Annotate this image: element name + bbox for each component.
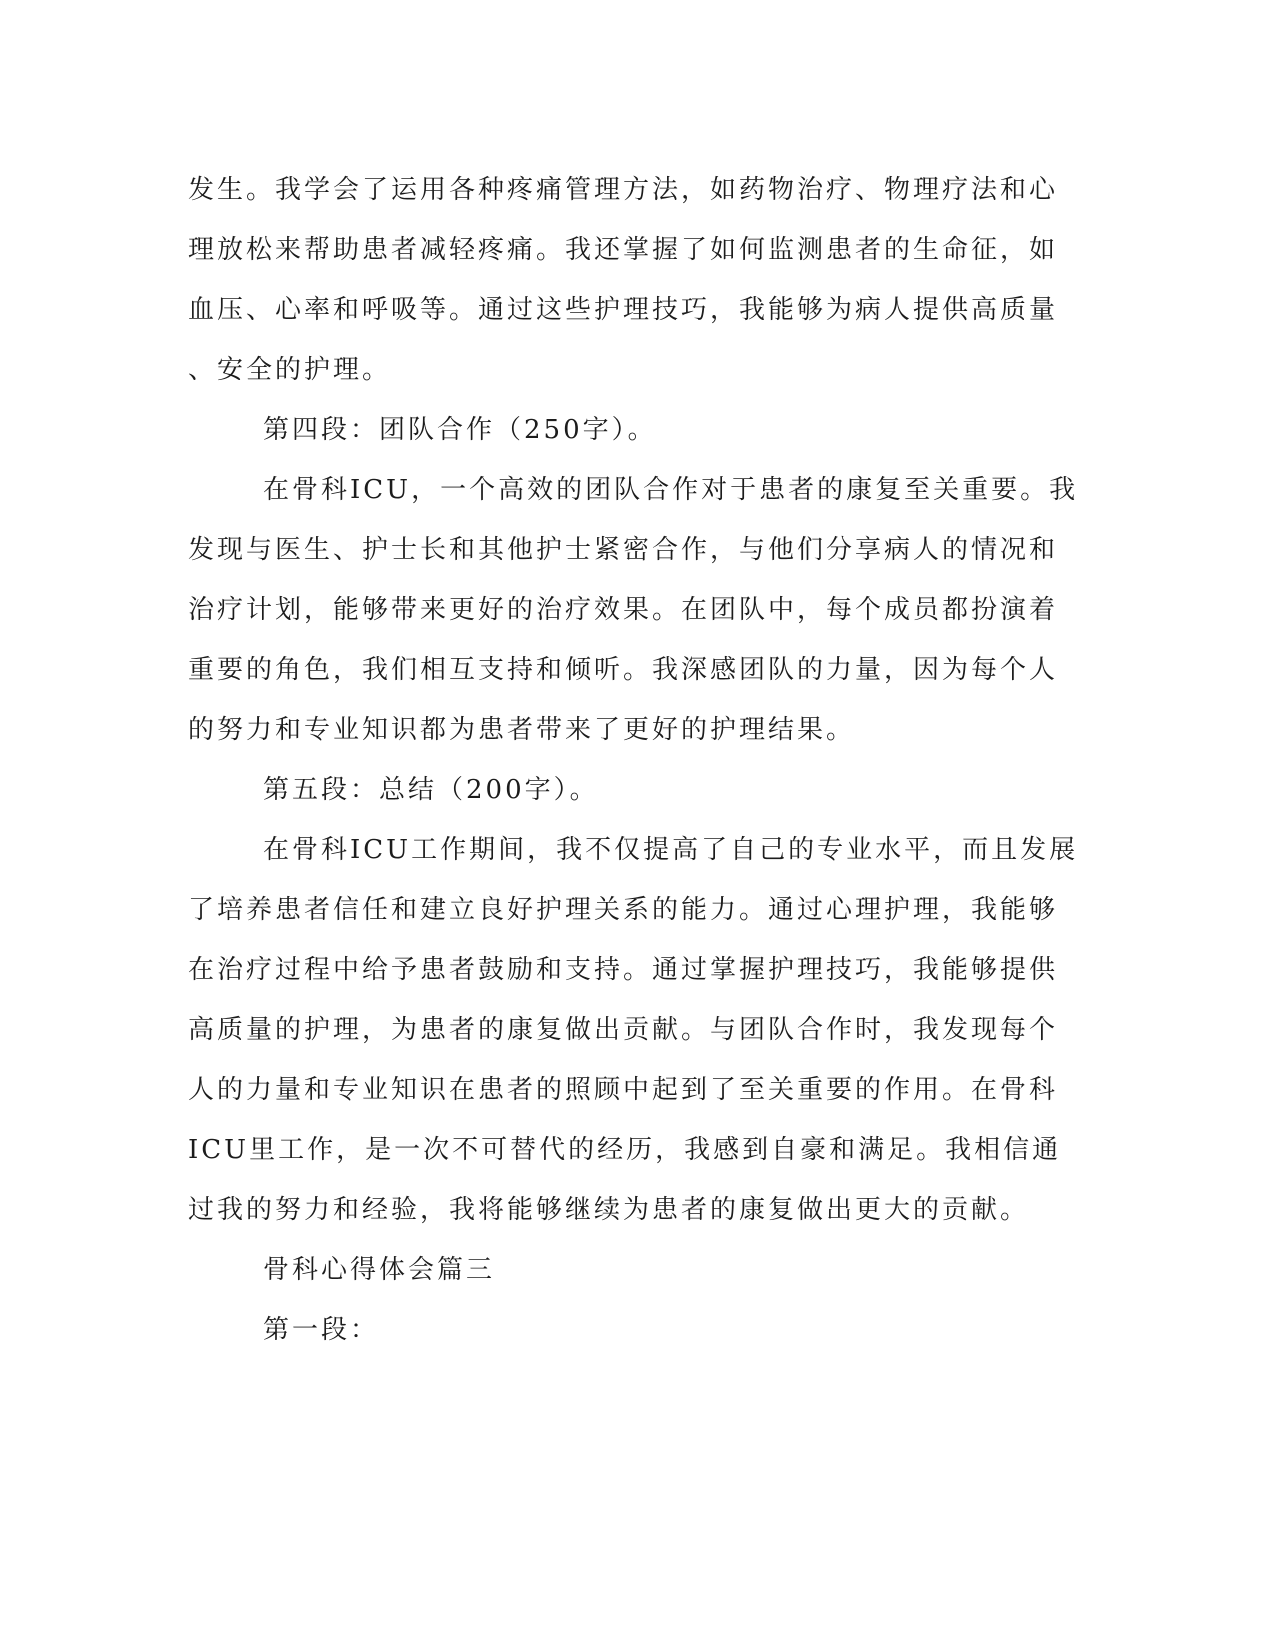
text-line: 人的力量和专业知识在患者的照顾中起到了至关重要的作用。在骨科 xyxy=(188,1075,1059,1105)
document-body xyxy=(188,160,1079,1360)
text-line: 在治疗过程中给予患者鼓励和支持。通过掌握护理技巧，我能够提供 xyxy=(188,955,1059,985)
section-heading-4: 第四段：团队合作（250字）。 xyxy=(263,415,657,445)
text-line: 理放松来帮助患者减轻疼痛。我还掌握了如何监测患者的生命征，如 xyxy=(188,235,1059,265)
text-line: 了培养患者信任和建立良好护理关系的能力。通过心理护理，我能够 xyxy=(188,895,1059,925)
text-line: ICU里工作，是一次不可替代的经历，我感到自豪和满足。我相信通 xyxy=(188,1135,1062,1165)
text-line: 在骨科ICU，一个高效的团队合作对于患者的康复至关重要。我 xyxy=(263,475,1079,505)
article-title: 骨科心得体会篇三 xyxy=(263,1255,496,1285)
text-line: 的努力和专业知识都为患者带来了更好的护理结果。 xyxy=(188,715,856,745)
text-line: 血压、心率和呼吸等。通过这些护理技巧，我能够为病人提供高质量 xyxy=(188,295,1059,325)
text-line: 在骨科ICU工作期间，我不仅提高了自己的专业水平，而且发展 xyxy=(263,835,1079,865)
section-heading-1: 第一段： xyxy=(263,1315,380,1345)
text-line: 治疗计划，能够带来更好的治疗效果。在团队中，每个成员都扮演着 xyxy=(188,595,1059,625)
section-heading-5: 第五段：总结（200字）。 xyxy=(263,775,599,805)
text-line: 发现与医生、护士长和其他护士紧密合作，与他们分享病人的情况和 xyxy=(188,535,1059,565)
text-line: 发生。我学会了运用各种疼痛管理方法，如药物治疗、物理疗法和心 xyxy=(188,175,1059,205)
text-line: 高质量的护理，为患者的康复做出贡献。与团队合作时，我发现每个 xyxy=(188,1015,1059,1045)
text-line: 过我的努力和经验，我将能够继续为患者的康复做出更大的贡献。 xyxy=(188,1195,1030,1225)
text-line: 、安全的护理。 xyxy=(188,355,392,385)
text-line: 重要的角色，我们相互支持和倾听。我深感团队的力量，因为每个人 xyxy=(188,655,1059,685)
